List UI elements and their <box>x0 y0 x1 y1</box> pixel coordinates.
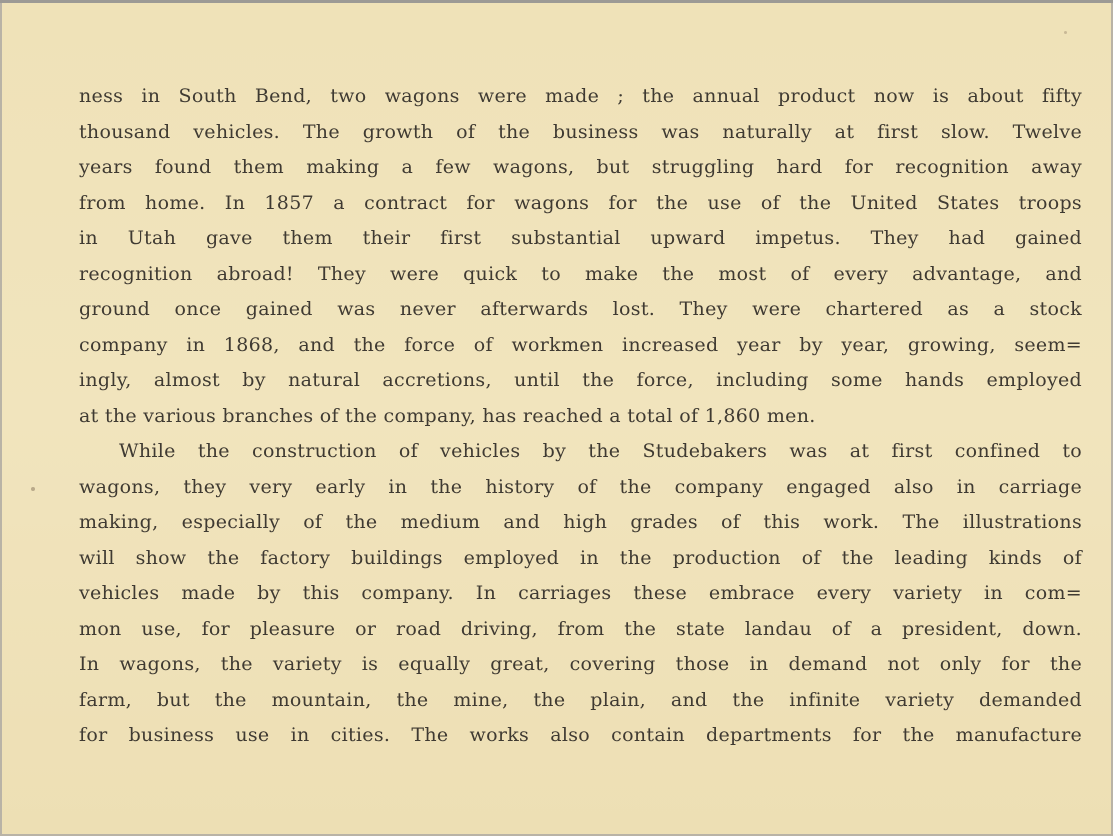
text-line: making, especially of the medium and high grades of this work. The illustrations <box>79 511 1082 533</box>
text-line: for business use in cities. The works also contain departments for the manufacture <box>79 724 1082 746</box>
text-line: In wagons, the variety is equally great, covering those in demand not only for the <box>79 653 1082 675</box>
text-line: ness in South Bend, two wagons were made ; the annual product now is about fifty <box>79 85 1082 107</box>
text-line: ground once gained was never afterwards lost. They were chartered as a stock <box>79 298 1082 320</box>
text-line: vehicles made by this company. In carriages these embrace every variety in com= <box>79 582 1082 604</box>
text-line: farm, but the mountain, the mine, the plain, and the infinite variety demanded <box>79 688 1082 711</box>
text-line: in Utah gave them their first substantial upward impetus. They had gained <box>79 227 1082 249</box>
body-text <box>79 79 1082 754</box>
text-line: at the various branches of the company, has reached a total of 1,860 men. <box>79 404 816 427</box>
page-top-edge <box>0 0 1113 3</box>
text-line: company in 1868, and the force of workmen increased year by year, growing, seem= <box>79 333 1082 356</box>
paper-speck <box>1064 31 1067 34</box>
text-line: While the construction of vehicles by the Studebakers was at first confined to <box>119 440 1082 462</box>
text-line: recognition abroad! They were quick to make the most of every advantage, and <box>79 262 1082 285</box>
text-line: wagons, they very early in the history of the company engaged also in carriage <box>79 475 1082 498</box>
text-line: thousand vehicles. The growth of the business was naturally at first slow. Twelve <box>79 120 1082 143</box>
text-line: years found them making a few wagons, but struggling hard for recognition away <box>79 156 1082 178</box>
text-line: mon use, for pleasure or road driving, from the state landau of a president, down. <box>79 617 1082 640</box>
text-line: ingly, almost by natural accretions, until the force, including some hands employed <box>79 369 1082 391</box>
paper-speck <box>31 487 35 491</box>
text-line: will show the factory buildings employed in the production of the leading kinds of <box>79 546 1082 569</box>
text-line: from home. In 1857 a contract for wagons for the use of the United States troops <box>79 191 1082 214</box>
